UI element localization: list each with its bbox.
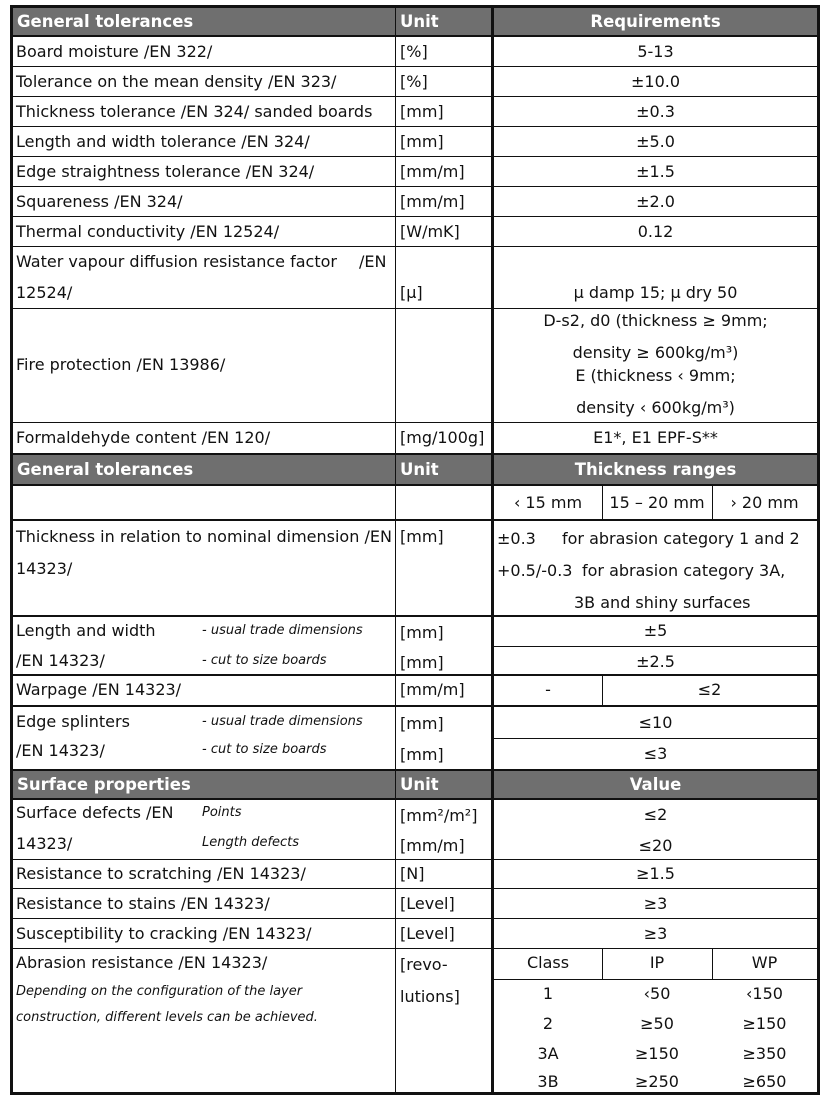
header-thickness-ranges: Thickness ranges (574, 460, 737, 479)
row-label: Squareness /EN 324/ (16, 192, 183, 211)
row-value: ±1.5 (636, 162, 675, 181)
row-unit: [Level] (400, 894, 455, 913)
row-value: ±5.0 (636, 132, 675, 151)
row-value: ≥3 (643, 894, 668, 913)
tolerance-value-1: ±0.3 (497, 529, 536, 548)
table-row-water-vapour (13, 247, 817, 309)
row-label: Resistance to stains /EN 14323/ (16, 894, 270, 913)
abrasion-wp: ≥150 (742, 1014, 787, 1033)
row-value: ≤3 (643, 744, 668, 763)
row-label: Edge splinters (16, 712, 130, 731)
row-value: E1*, E1 EPF-S** (593, 428, 718, 447)
abrasion-wp: ≥350 (742, 1044, 787, 1063)
row-label: Thermal conductivity /EN 12524/ (16, 222, 280, 241)
table-row (13, 67, 817, 97)
row-value: ±5 (643, 621, 668, 640)
row-label: Length and width (16, 621, 156, 640)
row-value: ±0.3 (636, 102, 675, 121)
table-row (13, 217, 817, 247)
row-value: ≤10 (638, 713, 673, 732)
row-unit: [mm/m] (400, 162, 465, 181)
table-row (13, 889, 817, 919)
table-row (13, 860, 817, 889)
row-label-cont: /EN 14323/ (16, 741, 105, 760)
column-header-ip: IP (649, 953, 665, 972)
header-unit: Unit (400, 775, 439, 794)
abrasion-class-table (494, 949, 817, 1095)
row-label: Thickness tolerance /EN 324/ sanded boards (16, 102, 373, 121)
table-row-warpage (13, 676, 817, 707)
row-unit: [N] (400, 864, 425, 883)
section-header-thickness-ranges (13, 455, 817, 486)
row-label: Formaldehyde content /EN 120/ (16, 428, 271, 447)
row-note-cut: - cut to size boards (202, 653, 327, 668)
table-row-fire-protection (13, 309, 817, 423)
abrasion-ip: ≥50 (640, 1014, 674, 1033)
abrasion-class: 2 (542, 1014, 554, 1033)
row-label-cont: 12524/ (16, 283, 73, 302)
table-row-length-width (13, 617, 817, 676)
row-note-trade: - usual trade dimensions (202, 623, 363, 638)
row-label-cont: 14323/ (16, 834, 73, 853)
row-label: Resistance to scratching /EN 14323/ (16, 864, 306, 883)
warpage-under-15: - (545, 680, 551, 699)
header-requirements: Requirements (590, 12, 721, 31)
header-value: Value (629, 775, 682, 794)
row-unit: [µ] (400, 283, 423, 302)
row-value: µ damp 15; µ dry 50 (573, 283, 738, 302)
table-row (13, 37, 817, 67)
row-value: ≤20 (638, 836, 673, 855)
table-row-thickness-relation (13, 521, 817, 617)
row-label: Warpage /EN 14323/ (16, 680, 182, 699)
row-unit: [revo- (400, 955, 448, 974)
row-unit: [mm] (400, 132, 444, 151)
abrasion-ip: ‹50 (643, 984, 671, 1003)
row-label: Susceptibility to cracking /EN 14323/ (16, 924, 312, 943)
fire-value-line2: density ≥ 600kg/m³) (572, 343, 739, 362)
row-value: ≤2 (643, 805, 668, 824)
row-unit: [W/mK] (400, 222, 460, 241)
row-label-cont: 14323/ (16, 559, 73, 578)
row-unit: [Level] (400, 924, 455, 943)
row-label: Thickness in relation to nominal dimension /EN (16, 527, 392, 546)
thickness-ranges-row (13, 486, 817, 521)
table-row (13, 127, 817, 157)
range-15-20: 15 – 20 mm (609, 493, 705, 512)
abrasion-class: 3A (537, 1044, 559, 1063)
row-label: Edge straightness tolerance /EN 324/ (16, 162, 315, 181)
abrasion-ip: ≥250 (635, 1072, 679, 1091)
fire-value-line3: E (thickness ‹ 9mm; (575, 366, 736, 385)
table-row-abrasion (13, 949, 817, 1095)
row-unit: [mm] (400, 102, 444, 121)
row-unit-cont: lutions] (400, 987, 460, 1006)
abrasion-class: 1 (542, 984, 554, 1003)
row-unit: [mg/100g] (400, 428, 485, 447)
abrasion-ip: ≥150 (635, 1044, 679, 1063)
row-note-points: Points (202, 805, 242, 820)
row-unit: [mm²/m²] (400, 806, 478, 825)
abrasion-note-line1: Depending on the configuration of the layer (16, 984, 303, 999)
row-unit: [mm/m] (400, 680, 465, 699)
abrasion-wp: ‹150 (746, 984, 783, 1003)
table-row-edge-splinters (13, 707, 817, 771)
tolerance-note-2: for abrasion category 3A, (582, 561, 786, 580)
row-label: Tolerance on the mean density /EN 323/ (16, 72, 337, 91)
tolerance-value-2: +0.5/-0.3 (497, 561, 573, 580)
abrasion-class: 3B (537, 1072, 559, 1091)
row-value: 0.12 (637, 222, 674, 241)
fire-value-line4: density ‹ 600kg/m³) (576, 398, 735, 417)
tolerance-table (10, 5, 820, 1095)
row-note-cut: - cut to size boards (202, 742, 327, 757)
row-unit: [mm] (400, 745, 444, 764)
abrasion-note-line2: construction, different levels can be achieved. (16, 1010, 318, 1025)
row-value: ±2.5 (636, 652, 675, 671)
row-note-length: Length defects (202, 835, 300, 850)
row-value: 5-13 (637, 42, 674, 61)
table-row (13, 919, 817, 949)
header-unit: Unit (400, 460, 439, 479)
row-label: Surface defects /EN (16, 803, 174, 822)
row-value: ≥1.5 (636, 864, 675, 883)
row-label-cont: /EN 14323/ (16, 651, 105, 670)
row-label: Abrasion resistance /EN 14323/ (16, 953, 268, 972)
header-title: Surface properties (17, 775, 191, 794)
table-row-formaldehyde (13, 423, 817, 455)
tolerance-note-1: for abrasion category 1 and 2 (562, 529, 800, 548)
table-row-surface-defects (13, 800, 817, 860)
header-unit: Unit (400, 12, 439, 31)
column-header-wp: WP (751, 953, 778, 972)
row-label-suffix: /EN (359, 252, 387, 271)
tolerance-note-3: 3B and shiny surfaces (574, 593, 751, 612)
row-unit: [mm] (400, 527, 444, 546)
header-title: General tolerances (17, 12, 194, 31)
row-unit: [mm/m] (400, 836, 465, 855)
row-label: Water vapour diffusion resistance factor (16, 252, 337, 271)
row-unit: [%] (400, 72, 428, 91)
row-label: Length and width tolerance /EN 324/ (16, 132, 310, 151)
table-row (13, 97, 817, 127)
row-value: ±2.0 (636, 192, 675, 211)
row-unit: [mm/m] (400, 192, 465, 211)
abrasion-wp: ≥650 (742, 1072, 787, 1091)
row-note-trade: - usual trade dimensions (202, 714, 363, 729)
row-label: Board moisture /EN 322/ (16, 42, 213, 61)
row-unit: [%] (400, 42, 428, 61)
row-unit: [mm] (400, 623, 444, 642)
section-header-surface-properties (13, 771, 817, 800)
row-value: ≥3 (643, 924, 668, 943)
row-label: Fire protection /EN 13986/ (16, 355, 226, 374)
fire-value-line1: D-s2, d0 (thickness ≥ 9mm; (543, 311, 768, 330)
table-row (13, 157, 817, 187)
range-over-20: › 20 mm (730, 493, 799, 512)
section-header-general-tolerances (13, 8, 817, 37)
range-under-15: ‹ 15 mm (513, 493, 583, 512)
column-header-class: Class (526, 953, 570, 972)
row-unit: [mm] (400, 653, 444, 672)
warpage-over-15: ≤2 (697, 680, 722, 699)
table-row (13, 187, 817, 217)
header-title: General tolerances (17, 460, 194, 479)
row-unit: [mm] (400, 714, 444, 733)
row-value: ±10.0 (630, 72, 681, 91)
